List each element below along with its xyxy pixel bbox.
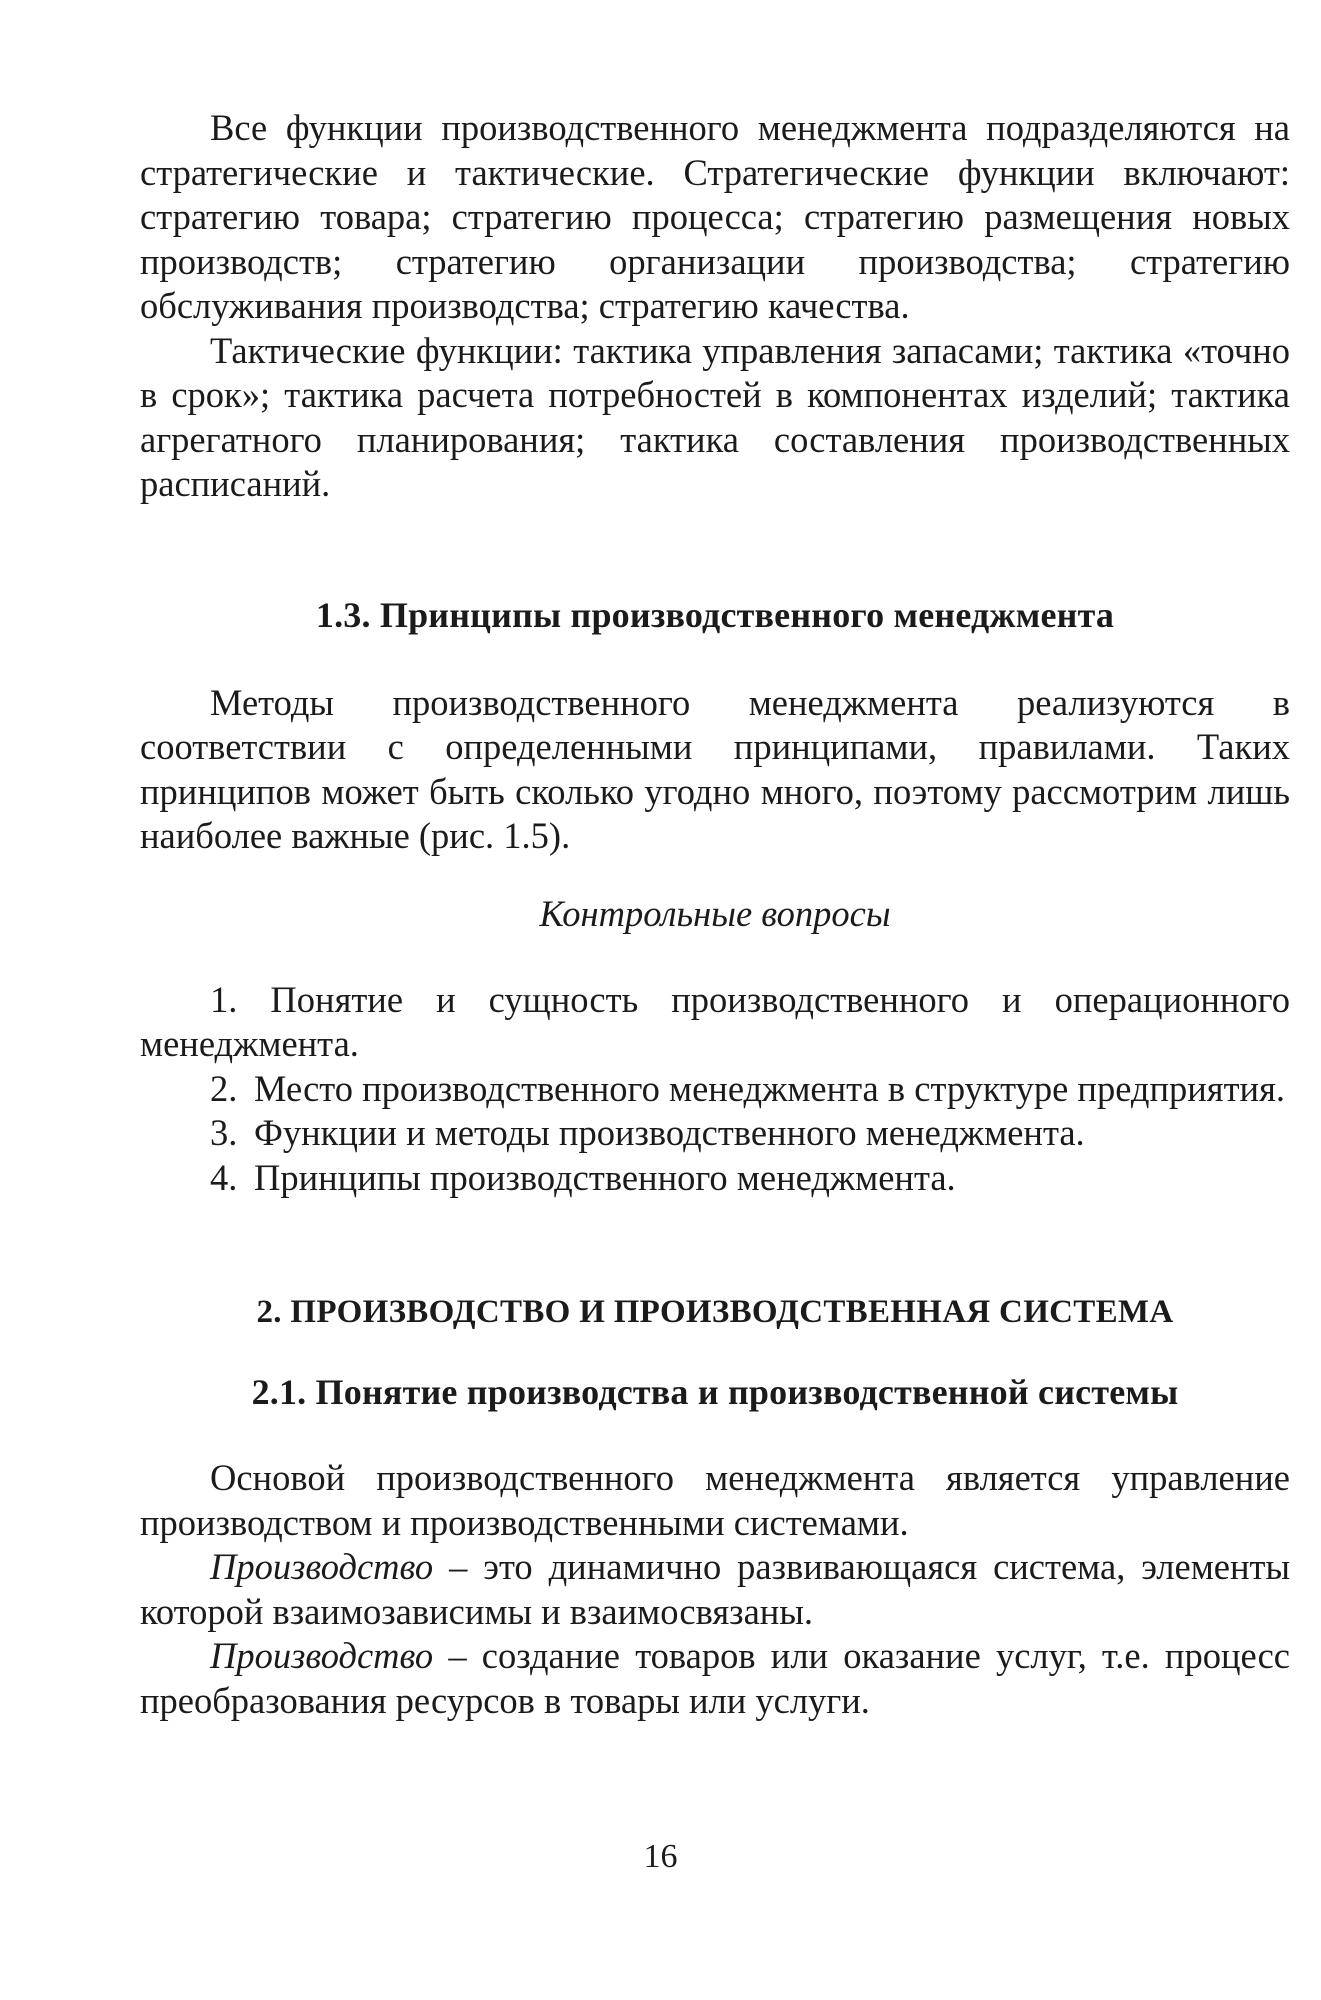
paragraph-principles: Методы производственного менеджмента реализуются в соответствии с определенными принципами, правилами. Таких принципов может быть сколько угодно много, поэтому рассмотрим лишь наиболее важные (рис. 1.5). — [140, 681, 1290, 856]
paragraph-tactical-functions: Тактические функции: тактика управления запасами; тактика «точно в срок»; тактика расчета потребностей в компонентах изделий; тактика агрегатного планирования; тактика составления производственных расписаний. — [140, 329, 1290, 504]
chapter-title-2: 2. ПРОИЗВОДСТВО И ПРОИЗВОДСТВЕННАЯ СИСТЕМА — [256, 1294, 1174, 1330]
section-title-1-3: 1.3. Принципы производственного менеджмента — [315, 594, 1115, 635]
control-questions-title: Контрольные вопросы — [539, 892, 891, 934]
list-item: 1. Понятие и сущность производственного и операционного менеджмента. — [140, 978, 1290, 1064]
paragraph-production-definition-2: Производство – создание товаров или оказание услуг, т.е. процесс преобразования ресурсов в товары или услуги. — [140, 1635, 1290, 1721]
paragraph-basis: Основой производственного менеджмента является управление производством и производственными системами. — [140, 1457, 1290, 1543]
list-item: 4. Принципы производственного менеджмента. — [210, 1156, 956, 1198]
list-item: 2. Место производственного менеджмента в структуре предприятия. — [210, 1067, 1285, 1109]
section-title-2-1: 2.1. Понятие производства и производственной системы — [251, 1372, 1179, 1412]
paragraph-functions: Все функции производственного менеджмента подразделяются на стратегические и тактические. Стратегические функции включают: стратегию товара; стратегию процесса; стратегию размещения новых производств; стратегию организации производства; стратегию обслуживания производства; стратегию качества. — [140, 107, 1290, 326]
term-production: Производство — [210, 1546, 434, 1587]
list-item: 3. Функции и методы производственного менеджмента. — [210, 1112, 1085, 1153]
page-number: 16 — [643, 1838, 678, 1875]
control-questions-list — [140, 978, 1290, 1201]
page-content — [140, 106, 1290, 1723]
term-production: Производство — [210, 1635, 434, 1676]
paragraph-production-definition-1: Производство – это динамично развивающаяся система, элементы которой взаимозависимы и взаимосвязаны. — [140, 1546, 1290, 1632]
